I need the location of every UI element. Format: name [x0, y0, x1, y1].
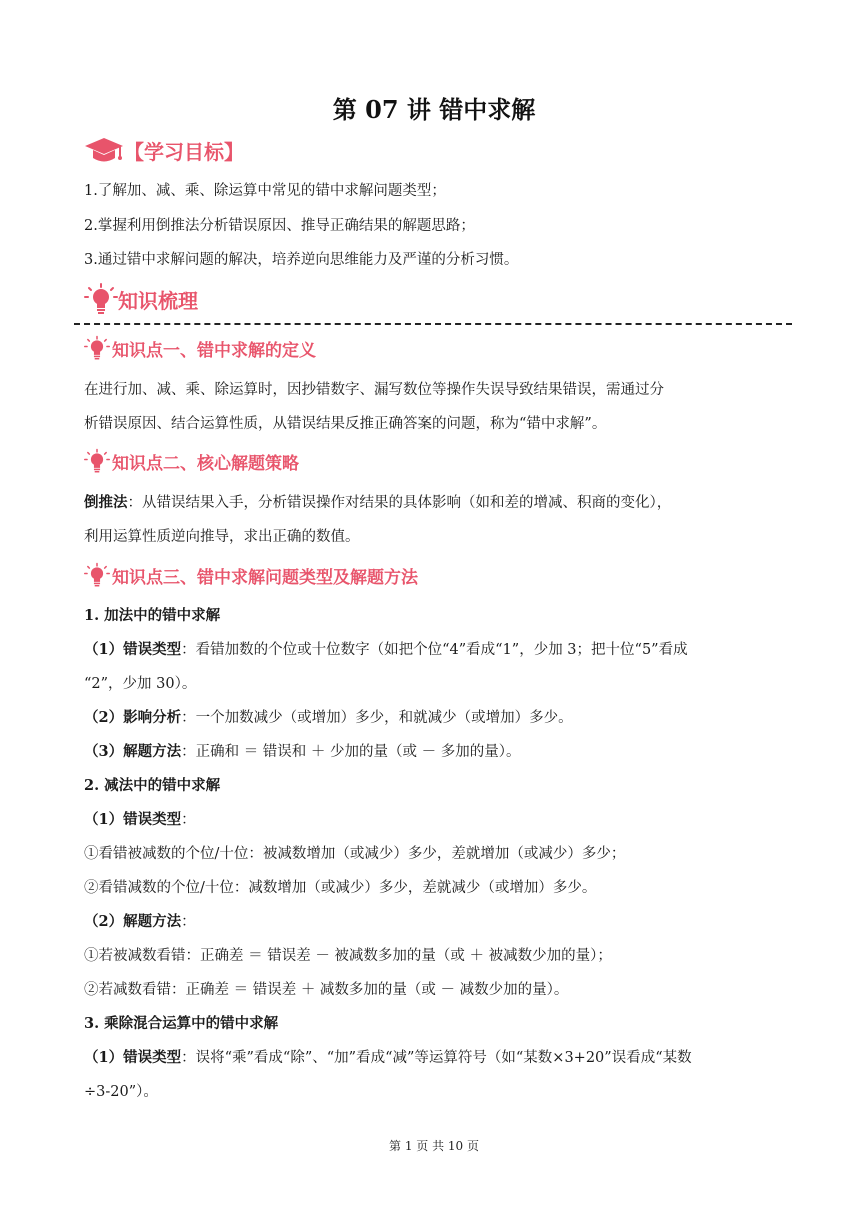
point2-title: 知识点二、核心解题策略: [112, 453, 299, 474]
point2-text: ：从错误结果入手，分析错误操作对结果的具体影响（如和差的增减、积商的变化），: [127, 495, 672, 511]
point1-title: 知识点一、错中求解的定义: [112, 340, 316, 361]
sub-case-2: ②看错减数的个位/十位：减数增加（或减少）多少，差就减少（或增加）多少。: [84, 880, 597, 896]
add-effect-text: ：一个加数减少（或增加）多少，和就减少（或增加）多少。: [181, 710, 573, 726]
goal-item-2: 2.掌握利用倒推法分析错误原因、推导正确结果的解题思路；: [84, 218, 475, 234]
graduation-cap-icon: [84, 135, 124, 165]
sub-method-2: ②若减数看错：正确差 ＝ 错误差 ＋ 减数多加的量（或 － 减数少加的量）。: [84, 982, 569, 998]
point1-heading: [84, 333, 316, 363]
mul-type-label: （1）错误类型: [84, 1049, 182, 1066]
point1-line-1: 在进行加、减、乘、除运算时，因抄错数字、漏写数位等操作失误导致结果错误，需通过分: [84, 382, 664, 398]
sub-type-label: （1）错误类型: [84, 811, 182, 828]
mul-type-line-1: [84, 1047, 790, 1069]
add-title: 1. 加法中的错中求解: [84, 607, 221, 624]
sub-method-label: （2）解题方法: [84, 913, 182, 930]
knowledge-title: 知识梳理: [118, 288, 198, 313]
lightbulb-icon: [84, 283, 118, 315]
page-footer: 第 1 页 共 10 页: [389, 1139, 479, 1153]
point1-line-2: 析错误原因、结合运算性质，从错误结果反推正确答案的问题，称为“错中求解”。: [84, 416, 607, 432]
learning-goals-title: 【学习目标】: [124, 139, 244, 164]
add-type-line-2: “2”，少加 30）。: [84, 676, 197, 692]
page-title: 第 07 讲 错中求解: [332, 95, 536, 124]
sub-method-1: ①若被减数看错：正确差 ＝ 错误差 － 被减数多加的量（或 ＋ 被减数少加的量）；: [84, 948, 612, 964]
lightbulb-icon: [84, 335, 110, 361]
add-effect-line: [84, 707, 790, 729]
point2-label: 倒推法: [84, 494, 128, 511]
add-type-label: （1）错误类型: [84, 641, 182, 658]
add-type-text: ：看错加数的个位或十位数字（如把个位“4”看成“1”，少加 3；把十位“5”看成: [181, 642, 688, 658]
add-type-line-1: [84, 639, 790, 661]
add-method-line: [84, 741, 790, 763]
knowledge-heading: [84, 282, 198, 316]
lightbulb-icon: [84, 562, 110, 588]
goal-item-1: 1.了解加、减、乘、除运算中常见的错中求解问题类型；: [84, 183, 446, 199]
section-divider: [74, 323, 792, 325]
sub-case-1: ①看错被减数的个位/十位：被减数增加（或减少）多少，差就增加（或减少）多少；: [84, 846, 626, 862]
goal-item-3: 3.通过错中求解问题的解决，培养逆向思维能力及严谨的分析习惯。: [84, 252, 519, 268]
sub-type-line: [84, 809, 790, 831]
mul-type-line-2: ÷3-20”）。: [84, 1084, 158, 1100]
learning-goals-heading: [84, 133, 244, 167]
add-method-text: ：正确和 ＝ 错误和 ＋ 少加的量（或 － 多加的量）。: [181, 744, 521, 760]
sub-title: 2. 减法中的错中求解: [84, 777, 221, 794]
point3-title: 知识点三、错中求解问题类型及解题方法: [112, 567, 418, 588]
sub-type-colon: ：: [181, 812, 196, 828]
add-method-label: （3）解题方法: [84, 743, 182, 760]
point2-heading: [84, 446, 299, 476]
add-effect-label: （2）影响分析: [84, 709, 182, 726]
point3-heading: [84, 560, 418, 590]
point2-line-2: 利用运算性质逆向推导，求出正确的数值。: [84, 529, 360, 545]
sub-method-colon: ：: [181, 914, 196, 930]
sub-method-line: [84, 911, 790, 933]
mul-title: 3. 乘除混合运算中的错中求解: [84, 1015, 279, 1032]
point2-line-1: [84, 492, 790, 514]
mul-type-text: ：误将“乘”看成“除”、“加”看成“减”等运算符号（如“某数×3+20”误看成“某数: [181, 1050, 692, 1066]
lightbulb-icon: [84, 448, 110, 474]
